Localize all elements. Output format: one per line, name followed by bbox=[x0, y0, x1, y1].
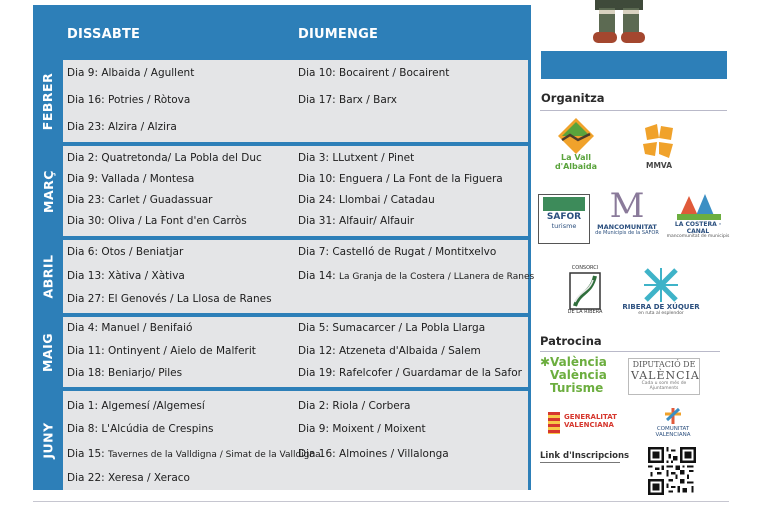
saturday-entry: Dia 30: Oliva / La Font d'en Carròs bbox=[67, 215, 247, 227]
diputacio-valencia-logo: DIPUTACIÓ DE VALÈNCIA Cada u som més de Ajuntaments bbox=[628, 358, 700, 395]
calendar-row bbox=[63, 469, 528, 487]
saturday-entry: Dia 8: L'Alcúdia de Crespins bbox=[67, 423, 214, 435]
calendar-row bbox=[63, 290, 528, 308]
sunday-header: DIUMENGE bbox=[298, 27, 379, 42]
calendar-row bbox=[63, 91, 528, 109]
sunday-entry: Dia 2: Riola / Corbera bbox=[298, 400, 411, 412]
month-block-febrer bbox=[33, 60, 531, 142]
calendar-row bbox=[63, 243, 528, 261]
calendar-row bbox=[63, 445, 528, 463]
calendar-table bbox=[33, 5, 535, 490]
saturday-entry-small: Tavernes de la Valldigna / Simat de la Valldigna bbox=[108, 450, 321, 460]
calendar-row bbox=[63, 420, 528, 438]
calendar-row bbox=[63, 64, 528, 82]
sunday-entry: Dia 16: Almoines / Villalonga bbox=[298, 448, 449, 460]
calendar-row bbox=[63, 149, 528, 167]
vall-albaida-logo: La Vall d'Albaida bbox=[548, 118, 604, 172]
blue-banner bbox=[541, 51, 727, 79]
organitza-title: Organitza bbox=[541, 91, 605, 105]
qr-code[interactable] bbox=[648, 447, 696, 495]
sunday-entry: Dia 9: Moixent / Moixent bbox=[298, 423, 426, 435]
hiker-illustration bbox=[585, 0, 655, 45]
sunday-entry: Dia 31: Alfauir/ Alfauir bbox=[298, 215, 415, 227]
costera-canal-logo: LA COSTERA · CANAL mancomunitat de municipis bbox=[666, 190, 730, 240]
registration-link-label[interactable]: Link d'Inscripcions bbox=[540, 451, 630, 461]
saturday-entry: Dia 16: Potries / Ròtova bbox=[67, 94, 191, 106]
calendar-row bbox=[63, 170, 528, 188]
month-block-juny bbox=[33, 391, 531, 490]
month-label: FEBRER bbox=[40, 72, 56, 130]
calendar-row bbox=[63, 212, 528, 230]
saturday-entry: Dia 22: Xeresa / Xeraco bbox=[67, 472, 190, 484]
sunday-entry: Dia 3: LLutxent / Pinet bbox=[298, 152, 415, 164]
ribera-xuquer-logo: RIBERA DE XÚQUER en ruta al esplendor bbox=[620, 266, 702, 317]
sunday-entry: Dia 17: Barx / Barx bbox=[298, 94, 397, 106]
calendar-row bbox=[63, 191, 528, 209]
saturday-entry: Dia 13: Xàtiva / Xàtiva bbox=[67, 270, 185, 282]
sunday-entry-small: La Granja de la Costera / LLanera de Ranes bbox=[339, 272, 535, 282]
saturday-entry: Dia 15: Tavernes de la Valldigna / Simat de la Valldigna bbox=[67, 448, 321, 460]
patrocina-title: Patrocina bbox=[540, 334, 602, 348]
bottom-divider bbox=[33, 501, 729, 502]
calendar-row bbox=[63, 342, 528, 360]
calendar-row bbox=[63, 397, 528, 415]
month-block-marc bbox=[33, 146, 531, 236]
section-divider bbox=[540, 110, 727, 111]
month-label: MARÇ bbox=[40, 169, 56, 213]
sunday-entry: Dia 7: Castelló de Rugat / Montitxelvo bbox=[298, 246, 497, 258]
sunday-entry: Dia 14: La Granja de la Costera / LLanera de Ranes bbox=[298, 270, 535, 282]
saturday-entry: Dia 9: Vallada / Montesa bbox=[67, 173, 195, 185]
saturday-entry: Dia 6: Otos / Beniatjar bbox=[67, 246, 184, 258]
saturday-entry: Dia 23: Carlet / Guadassuar bbox=[67, 194, 213, 206]
saturday-entry: Dia 1: Algemesí /Algemesí bbox=[67, 400, 205, 412]
sunday-entry: Dia 24: Llombai / Catadau bbox=[298, 194, 435, 206]
saturday-header: DISSABTE bbox=[67, 27, 141, 42]
saturday-entry: Dia 9: Albaida / Agullent bbox=[67, 67, 195, 79]
mmva-logo: MMVA bbox=[632, 122, 686, 170]
month-label: ABRIL bbox=[40, 254, 56, 299]
sunday-entry: Dia 10: Bocairent / Bocairent bbox=[298, 67, 450, 79]
saturday-entry: Dia 4: Manuel / Benifaió bbox=[67, 322, 193, 334]
valencia-turisme-logo: ✱ València València Turisme bbox=[540, 355, 607, 395]
consorci-ribera-logo: CONSORCI DE LA RIBERA bbox=[567, 265, 603, 315]
calendar-row bbox=[63, 267, 535, 285]
safor-logo: SAFOR turisme bbox=[538, 194, 590, 244]
generalitat-logo: GENERALITAT VALENCIANA bbox=[548, 410, 622, 429]
calendar-row bbox=[63, 364, 528, 382]
section-divider bbox=[540, 351, 720, 352]
sunday-entry: Dia 12: Atzeneta d'Albaida / Salem bbox=[298, 345, 481, 357]
month-block-abril bbox=[33, 240, 535, 313]
comunitat-valenciana-logo: COMUNITAT VALENCIANA bbox=[645, 406, 701, 438]
mancomunitat-safor-logo: M MANCOMUNITAT de Municipis de la SAFOR bbox=[595, 186, 659, 237]
month-block-maig bbox=[33, 317, 531, 387]
sunday-entry: Dia 10: Enguera / La Font de la Figuera bbox=[298, 173, 503, 185]
month-label: MAIG bbox=[40, 332, 56, 372]
saturday-entry: Dia 18: Beniarjo/ Piles bbox=[67, 367, 183, 379]
saturday-entry: Dia 11: Ontinyent / Aielo de Malferit bbox=[67, 345, 256, 357]
calendar-row bbox=[63, 118, 528, 136]
month-label: JUNY bbox=[40, 422, 56, 459]
calendar-row bbox=[63, 319, 528, 337]
sunday-entry: Dia 5: Sumacarcer / La Pobla Llarga bbox=[298, 322, 486, 334]
sunday-entry: Dia 19: Rafelcofer / Guardamar de la Safor bbox=[298, 367, 522, 379]
saturday-entry: Dia 23: Alzira / Alzira bbox=[67, 121, 177, 133]
link-underline bbox=[540, 462, 620, 463]
saturday-entry: Dia 27: El Genovés / La Llosa de Ranes bbox=[67, 293, 272, 305]
calendar-header bbox=[33, 5, 531, 60]
saturday-entry: Dia 2: Quatretonda/ La Pobla del Duc bbox=[67, 152, 262, 164]
